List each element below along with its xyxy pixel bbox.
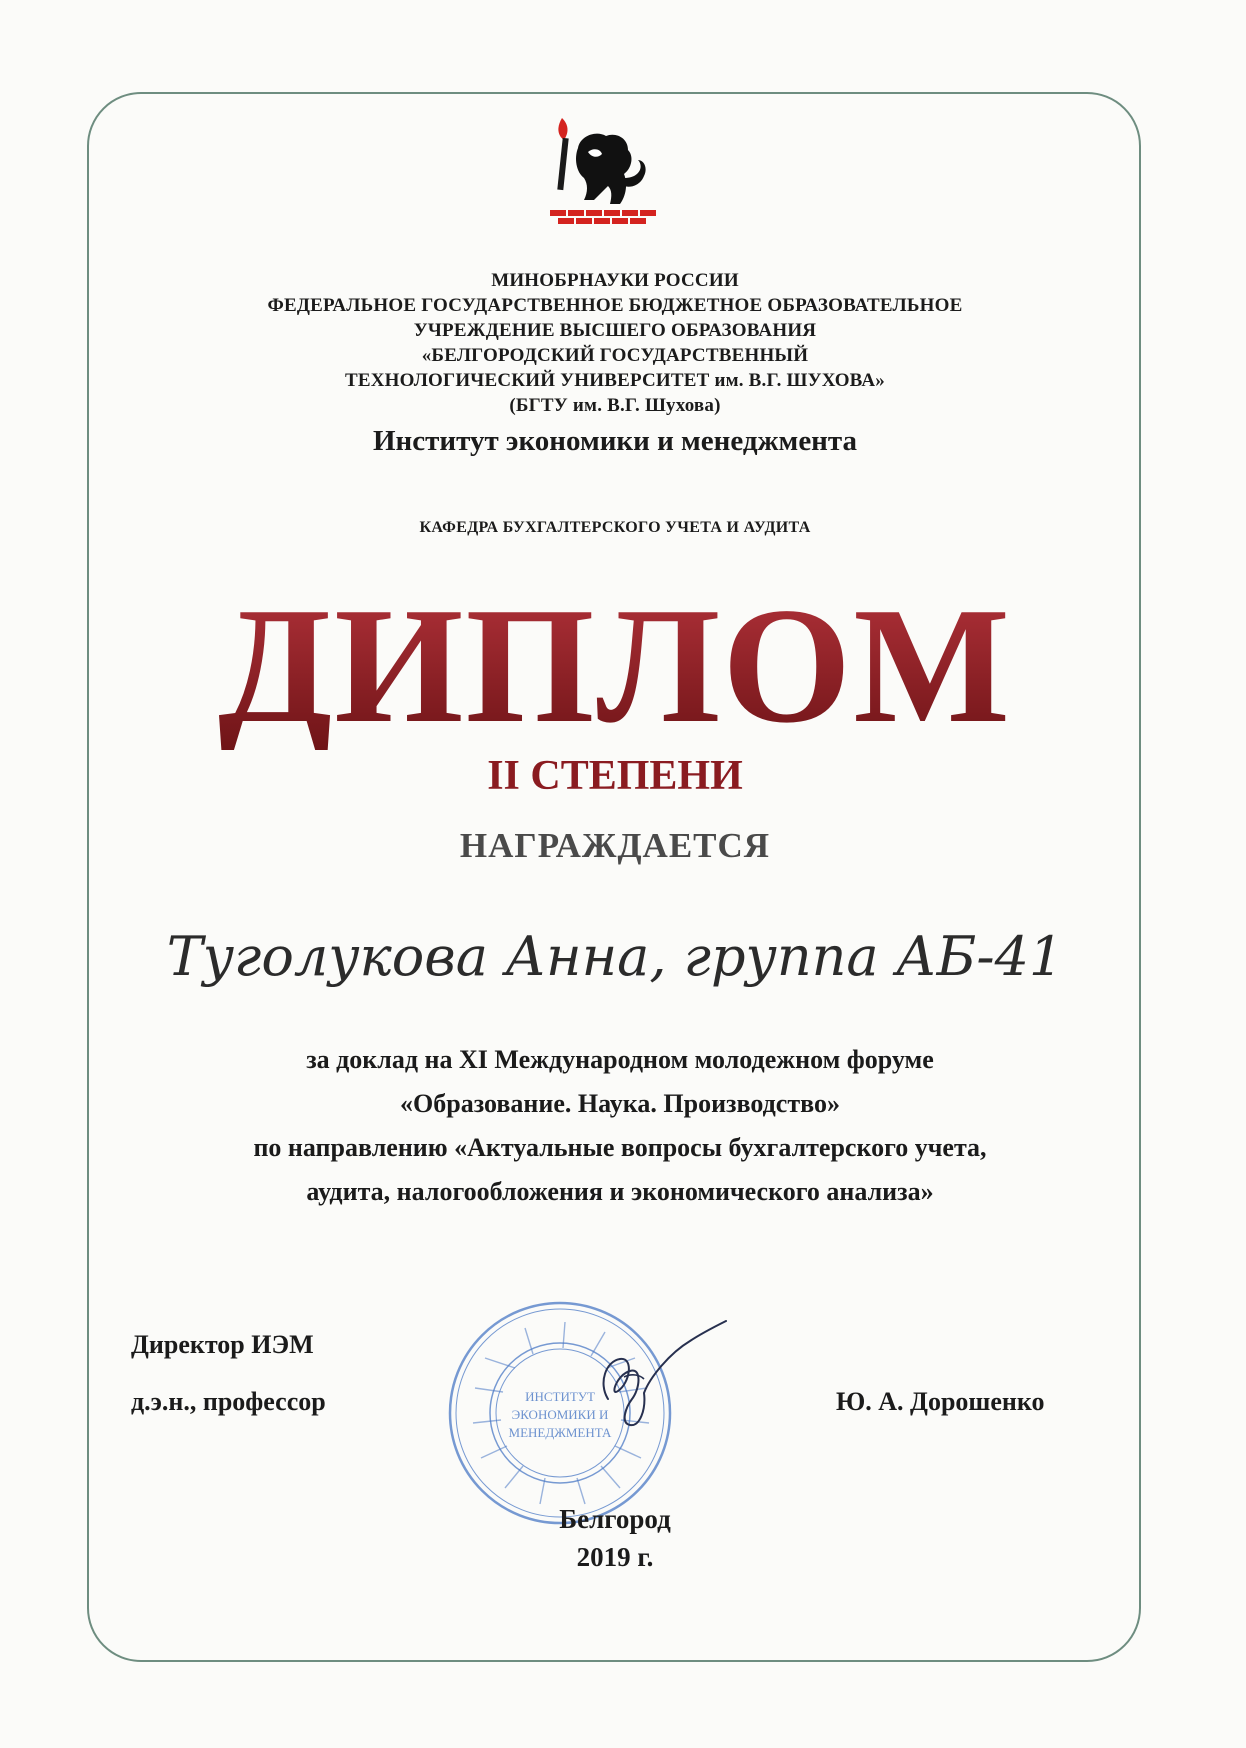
header-line: ТЕХНОЛОГИЧЕСКИЙ УНИВЕРСИТЕТ им. В.Г. ШУХОВА» [345, 370, 885, 391]
issue-place-year [90, 1500, 1140, 1576]
university-header [90, 268, 1140, 418]
header-line: ФЕДЕРАЛЬНОЕ ГОСУДАРСТВЕННОЕ БЮДЖЕТНОЕ ОБРАЗОВАТЕЛЬНОЕ [267, 295, 963, 316]
signatory-degree: д.э.н., профессор [131, 1387, 326, 1416]
recipient-name: Туголукова Анна, группа АБ-41 [166, 925, 1064, 988]
department-name: КАФЕДРА БУХГАЛТЕРСКОГО УЧЕТА И АУДИТА [419, 519, 811, 536]
reason-line: за доклад на XI Международном молодежном форуме [306, 1045, 934, 1074]
handwritten-signature [590, 1313, 730, 1433]
institute-name: Институт экономики и менеджмента [372, 425, 857, 457]
award-reason [100, 1038, 1140, 1214]
city-name: Белгород [559, 1504, 671, 1534]
reason-line: аудита, налогообложения и экономического анализа» [306, 1177, 934, 1206]
signatory-position: Директор ИЭМ [131, 1330, 314, 1359]
stamp-text-line: ЭКОНОМИКИ И [511, 1407, 609, 1422]
header-line: МИНОБРНАУКИ РОССИИ [491, 270, 739, 291]
stamp-text-line: МЕНЕДЖМЕНТА [508, 1425, 612, 1440]
header-line: «БЕЛГОРОДСКИЙ ГОСУДАРСТВЕННЫЙ [421, 345, 809, 366]
reason-line: «Образование. Наука. Производство» [400, 1089, 840, 1118]
signatory-name: Ю. А. Дорошенко [836, 1387, 1045, 1416]
diploma-title: ДИПЛОМ [90, 580, 1140, 750]
reason-line: по направлению «Актуальные вопросы бухгалтерского учета, [253, 1133, 987, 1162]
awarded-label: НАГРАЖДАЕТСЯ [459, 826, 771, 865]
diploma-degree: II СТЕПЕНИ [487, 753, 743, 799]
header-line: УЧРЕЖДЕНИЕ ВЫСШЕГО ОБРАЗОВАНИЯ [413, 320, 817, 341]
header-line: (БГТУ им. В.Г. Шухова) [509, 395, 721, 416]
lion-with-torch-icon [548, 108, 658, 238]
issue-year: 2019 г. [576, 1542, 654, 1572]
stamp-text-line: ИНСТИТУТ [525, 1389, 595, 1404]
